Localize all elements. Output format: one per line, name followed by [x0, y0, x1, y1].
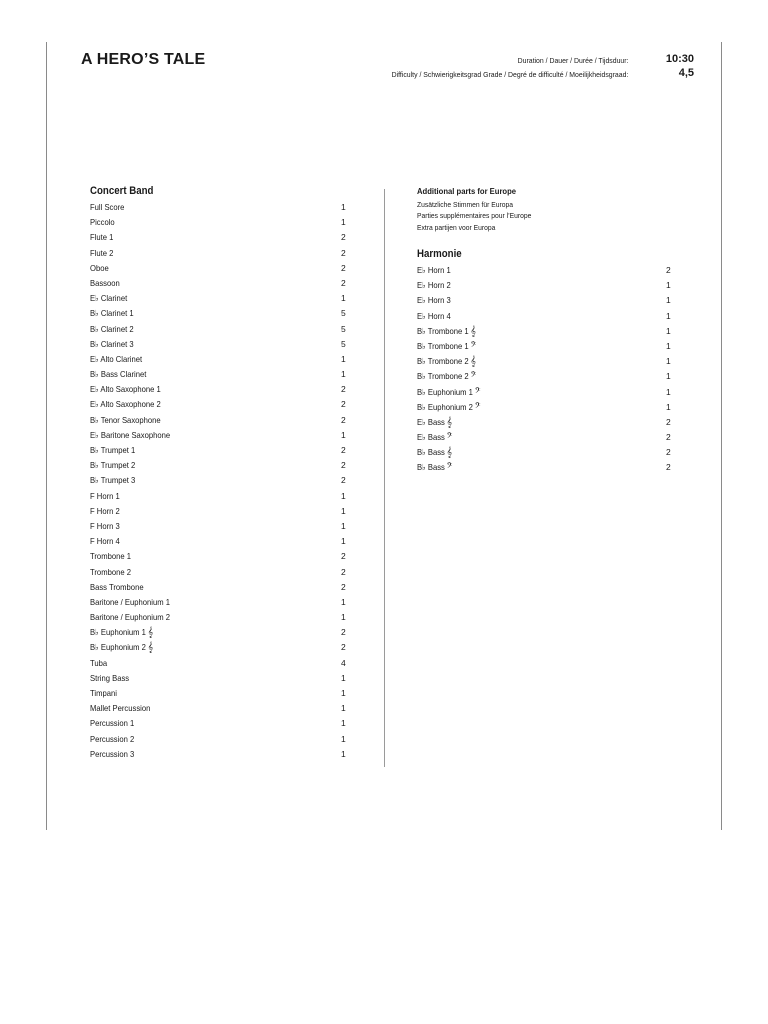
- part-quantity: 2: [341, 247, 346, 258]
- part-name-text: E♭ Bass: [417, 432, 445, 443]
- part-name: [90, 413, 161, 428]
- part-quantity: 1: [666, 310, 671, 321]
- part-name-text: B♭ Tenor Saxophone: [90, 414, 161, 425]
- part-name-text: Percussion 2: [90, 733, 135, 744]
- part-name-text: B♭ Clarinet 2: [90, 323, 134, 334]
- harmonie-parts-list: [417, 263, 677, 476]
- part-row: [90, 367, 350, 382]
- part-name: [90, 246, 113, 261]
- part-row: [90, 686, 350, 701]
- part-name: [417, 324, 476, 339]
- part-quantity: 2: [341, 475, 346, 486]
- additional-parts-translations: [417, 199, 544, 233]
- part-quantity: 2: [341, 399, 346, 410]
- part-name: [417, 293, 451, 308]
- part-quantity: 1: [341, 718, 346, 729]
- part-row: [90, 671, 350, 686]
- part-row: [90, 215, 350, 230]
- part-name-text: B♭ Trombone 1: [417, 340, 469, 351]
- part-quantity: 1: [341, 429, 346, 440]
- part-quantity: 1: [666, 295, 671, 306]
- bass-clef-icon: 𝄢: [470, 371, 477, 383]
- part-row: [90, 443, 350, 458]
- part-row: [90, 519, 350, 534]
- difficulty-label: Difficulty / Schwierigkeitsgrad Grade / Degré de difficulté / Moeilijkheidsgraad:: [391, 70, 628, 79]
- part-row: [90, 200, 350, 215]
- part-quantity: 2: [666, 447, 671, 458]
- part-name: [417, 339, 476, 354]
- part-quantity: 1: [341, 369, 346, 380]
- part-row: [417, 263, 677, 278]
- part-name-text: Flute 1: [90, 232, 114, 243]
- part-row: [90, 504, 350, 519]
- part-row: [417, 339, 677, 354]
- part-name-text: F Horn 3: [90, 520, 120, 531]
- part-name-text: Trombone 2: [90, 566, 131, 577]
- part-quantity: 1: [341, 293, 346, 304]
- part-name: [417, 400, 481, 415]
- part-row: [90, 625, 350, 640]
- part-quantity: 1: [666, 401, 671, 412]
- part-row: [417, 293, 677, 308]
- part-quantity: 1: [341, 748, 346, 759]
- part-name-text: Baritone / Euphonium 2: [90, 612, 170, 623]
- part-name-text: String Bass: [90, 672, 130, 683]
- part-name-text: Bassoon: [90, 277, 120, 288]
- part-name: [90, 686, 117, 701]
- part-name: [90, 261, 109, 276]
- part-name: [90, 382, 161, 397]
- part-name: [90, 732, 134, 747]
- part-name: [90, 276, 120, 291]
- part-name-text: F Horn 1: [90, 490, 120, 501]
- part-row: [417, 460, 677, 475]
- part-quantity: 2: [341, 642, 346, 653]
- part-name: [90, 625, 153, 640]
- translation-line-fr: Parties supplémentaires pour l’Europe: [417, 211, 532, 221]
- part-name: [90, 443, 135, 458]
- part-name-text: E♭ Horn 4: [417, 310, 451, 321]
- part-quantity: 1: [341, 596, 346, 607]
- bass-clef-icon: 𝄢: [474, 386, 481, 398]
- part-row: [90, 428, 350, 443]
- part-name-text: B♭ Trumpet 2: [90, 460, 136, 471]
- part-row: [90, 261, 350, 276]
- part-name-text: B♭ Bass: [417, 447, 445, 458]
- part-name-text: Piccolo: [90, 217, 115, 228]
- part-quantity: 1: [666, 280, 671, 291]
- part-row: [417, 354, 677, 369]
- part-row: [417, 400, 677, 415]
- part-name: [90, 306, 134, 321]
- part-row: [90, 640, 350, 655]
- part-row: [417, 445, 677, 460]
- part-name-text: B♭ Clarinet 3: [90, 338, 134, 349]
- part-name-text: E♭ Horn 3: [417, 295, 451, 306]
- part-name-text: Bass Trombone: [90, 581, 144, 592]
- part-row: [417, 309, 677, 324]
- part-quantity: 5: [341, 338, 346, 349]
- part-name-text: F Horn 4: [90, 536, 120, 547]
- part-row: [90, 291, 350, 306]
- part-row: [90, 230, 350, 245]
- part-name-text: E♭ Alto Saxophone 1: [90, 384, 161, 395]
- part-quantity: 5: [341, 323, 346, 334]
- part-name: [90, 534, 120, 549]
- duration-value: 10:30: [665, 53, 694, 65]
- part-quantity: 1: [341, 202, 346, 212]
- part-name-text: B♭ Euphonium 2: [417, 401, 473, 412]
- part-quantity: 1: [341, 733, 346, 744]
- part-name-text: B♭ Euphonium 2: [90, 642, 146, 653]
- part-quantity: 4: [341, 657, 346, 668]
- treble-clef-icon: 𝄞: [470, 356, 476, 368]
- part-name: [417, 369, 476, 384]
- part-name-text: Baritone / Euphonium 1: [90, 596, 170, 607]
- part-quantity: 1: [666, 340, 671, 351]
- part-name-text: B♭ Trumpet 1: [90, 445, 136, 455]
- column-divider: [384, 189, 385, 767]
- part-name-text: E♭ Alto Clarinet: [90, 353, 143, 364]
- part-quantity: 2: [341, 262, 346, 273]
- harmonie-heading: Harmonie: [417, 248, 462, 260]
- treble-clef-icon: 𝄞: [446, 416, 452, 428]
- part-name-text: E♭ Horn 2: [417, 280, 451, 291]
- part-name: [417, 430, 452, 445]
- treble-clef-icon: 𝄞: [470, 325, 476, 337]
- part-row: [90, 580, 350, 595]
- part-quantity: 2: [666, 462, 671, 473]
- part-name-text: B♭ Trombone 2: [417, 371, 469, 382]
- part-name: [90, 200, 124, 215]
- part-quantity: 2: [666, 416, 671, 427]
- part-name: [90, 656, 107, 671]
- part-row: [90, 565, 350, 580]
- part-quantity: 1: [341, 490, 346, 501]
- part-name-text: B♭ Trombone 2: [417, 356, 469, 367]
- part-quantity: 2: [341, 414, 346, 425]
- treble-clef-icon: 𝄞: [147, 627, 154, 639]
- part-name: [90, 549, 131, 564]
- part-quantity: 2: [341, 232, 346, 243]
- part-quantity: 1: [341, 520, 346, 531]
- part-name-text: F Horn 2: [90, 505, 120, 516]
- treble-clef-icon: 𝄞: [147, 642, 154, 654]
- part-name-text: E♭ Alto Saxophone 2: [90, 399, 161, 410]
- part-row: [90, 322, 350, 337]
- part-name: [90, 595, 170, 610]
- part-name: [90, 458, 135, 473]
- part-name: [417, 460, 452, 475]
- part-row: [90, 701, 350, 716]
- part-name-text: Mallet Percussion: [90, 703, 151, 714]
- part-name-text: B♭ Bass: [417, 462, 445, 473]
- part-row: [90, 382, 350, 397]
- part-quantity: 2: [341, 445, 346, 455]
- part-quantity: 2: [341, 277, 346, 288]
- part-row: [417, 369, 677, 384]
- part-quantity: 1: [341, 505, 346, 516]
- part-quantity: 1: [666, 386, 671, 397]
- part-quantity: 5: [341, 308, 346, 319]
- part-name: [417, 263, 451, 278]
- part-name: [417, 415, 452, 430]
- additional-parts-heading: Additional parts for Europe: [417, 186, 517, 196]
- right-margin-rule: [721, 42, 722, 830]
- part-name: [90, 367, 146, 382]
- part-row: [90, 246, 350, 261]
- part-row: [90, 306, 350, 321]
- part-name: [90, 428, 170, 443]
- part-name-text: Flute 2: [90, 247, 114, 258]
- part-name: [90, 747, 134, 762]
- part-row: [90, 549, 350, 564]
- part-row: [417, 278, 677, 293]
- part-row: [90, 489, 350, 504]
- part-name-text: B♭ Bass Clarinet: [90, 369, 147, 380]
- part-name-text: E♭ Bass: [417, 416, 445, 427]
- part-name: [90, 352, 142, 367]
- part-name-text: E♭ Baritone Saxophone: [90, 429, 171, 440]
- part-name: [90, 701, 150, 716]
- part-quantity: 1: [341, 703, 346, 714]
- part-row: [90, 413, 350, 428]
- part-name-text: E♭ Horn 1: [417, 265, 451, 275]
- part-name: [90, 640, 153, 655]
- bass-clef-icon: 𝄢: [446, 462, 453, 474]
- part-quantity: 2: [341, 384, 346, 395]
- part-quantity: 2: [341, 566, 346, 577]
- part-name-text: Oboe: [90, 262, 109, 273]
- part-name-text: Timpani: [90, 688, 117, 698]
- part-quantity: 2: [341, 551, 346, 562]
- part-name: [417, 445, 452, 460]
- part-quantity: 2: [341, 460, 346, 471]
- part-row: [90, 534, 350, 549]
- part-name: [90, 519, 120, 534]
- part-name: [417, 385, 481, 400]
- part-quantity: 1: [666, 371, 671, 382]
- part-quantity: 1: [341, 672, 346, 683]
- part-name-text: Tuba: [90, 657, 108, 668]
- part-name: [90, 291, 127, 306]
- part-row: [90, 747, 350, 762]
- part-quantity: 1: [341, 353, 346, 364]
- translation-line-nl: Extra partijen voor Europa: [417, 222, 496, 232]
- part-row: [90, 473, 350, 488]
- part-name: [417, 278, 451, 293]
- part-name: [90, 215, 115, 230]
- part-row: [90, 337, 350, 352]
- part-quantity: 2: [666, 432, 671, 443]
- part-name: [90, 489, 120, 504]
- part-name: [90, 337, 134, 352]
- concert-band-heading: Concert Band: [90, 185, 154, 197]
- bass-clef-icon: 𝄢: [470, 340, 477, 352]
- part-name: [417, 354, 476, 369]
- part-quantity: 2: [341, 627, 346, 638]
- part-row: [90, 352, 350, 367]
- difficulty-value: 4,5: [678, 67, 694, 79]
- part-row: [417, 385, 677, 400]
- part-name: [90, 580, 144, 595]
- concert-band-parts-list: [90, 200, 350, 762]
- part-row: [90, 610, 350, 625]
- part-name-text: B♭ Euphonium 1: [417, 386, 473, 397]
- part-row: [90, 397, 350, 412]
- part-quantity: 2: [666, 265, 671, 275]
- part-name: [90, 671, 129, 686]
- part-name-text: Trombone 1: [90, 551, 131, 562]
- part-quantity: 1: [666, 325, 671, 336]
- part-name: [90, 230, 113, 245]
- part-name-text: B♭ Trombone 1: [417, 325, 469, 336]
- left-margin-rule: [46, 42, 47, 830]
- part-quantity: 1: [341, 688, 346, 698]
- part-row: [417, 324, 677, 339]
- part-quantity: 1: [341, 217, 346, 228]
- part-quantity: 1: [341, 536, 346, 547]
- part-row: [90, 276, 350, 291]
- part-quantity: 1: [341, 612, 346, 623]
- part-row: [417, 415, 677, 430]
- part-row: [90, 732, 350, 747]
- part-quantity: 2: [341, 581, 346, 592]
- duration-label: Duration / Dauer / Durée / Tijdsduur:: [517, 56, 628, 65]
- part-row: [90, 716, 350, 731]
- part-row: [417, 430, 677, 445]
- part-row: [90, 458, 350, 473]
- part-name: [90, 565, 131, 580]
- part-name: [90, 504, 120, 519]
- part-name: [90, 397, 161, 412]
- part-name-text: B♭ Clarinet 1: [90, 308, 134, 319]
- part-quantity: 1: [666, 356, 671, 367]
- bass-clef-icon: 𝄢: [446, 432, 453, 444]
- part-name: [90, 322, 134, 337]
- treble-clef-icon: 𝄞: [446, 447, 452, 459]
- part-name: [90, 610, 170, 625]
- piece-title: A HERO’S TALE: [81, 51, 206, 68]
- part-row: [90, 656, 350, 671]
- part-name-text: Percussion 1: [90, 718, 135, 729]
- part-name-text: E♭ Clarinet: [90, 293, 128, 304]
- translation-line-de: Zusätzliche Stimmen für Europa: [417, 200, 514, 209]
- part-name: [90, 473, 135, 488]
- part-name-text: Percussion 3: [90, 748, 135, 759]
- part-row: [90, 595, 350, 610]
- part-name-text: Full Score: [90, 202, 125, 212]
- part-name: [417, 309, 451, 324]
- part-name-text: B♭ Euphonium 1: [90, 627, 146, 638]
- part-name: [90, 716, 134, 731]
- bass-clef-icon: 𝄢: [474, 401, 481, 413]
- part-name-text: B♭ Trumpet 3: [90, 475, 136, 486]
